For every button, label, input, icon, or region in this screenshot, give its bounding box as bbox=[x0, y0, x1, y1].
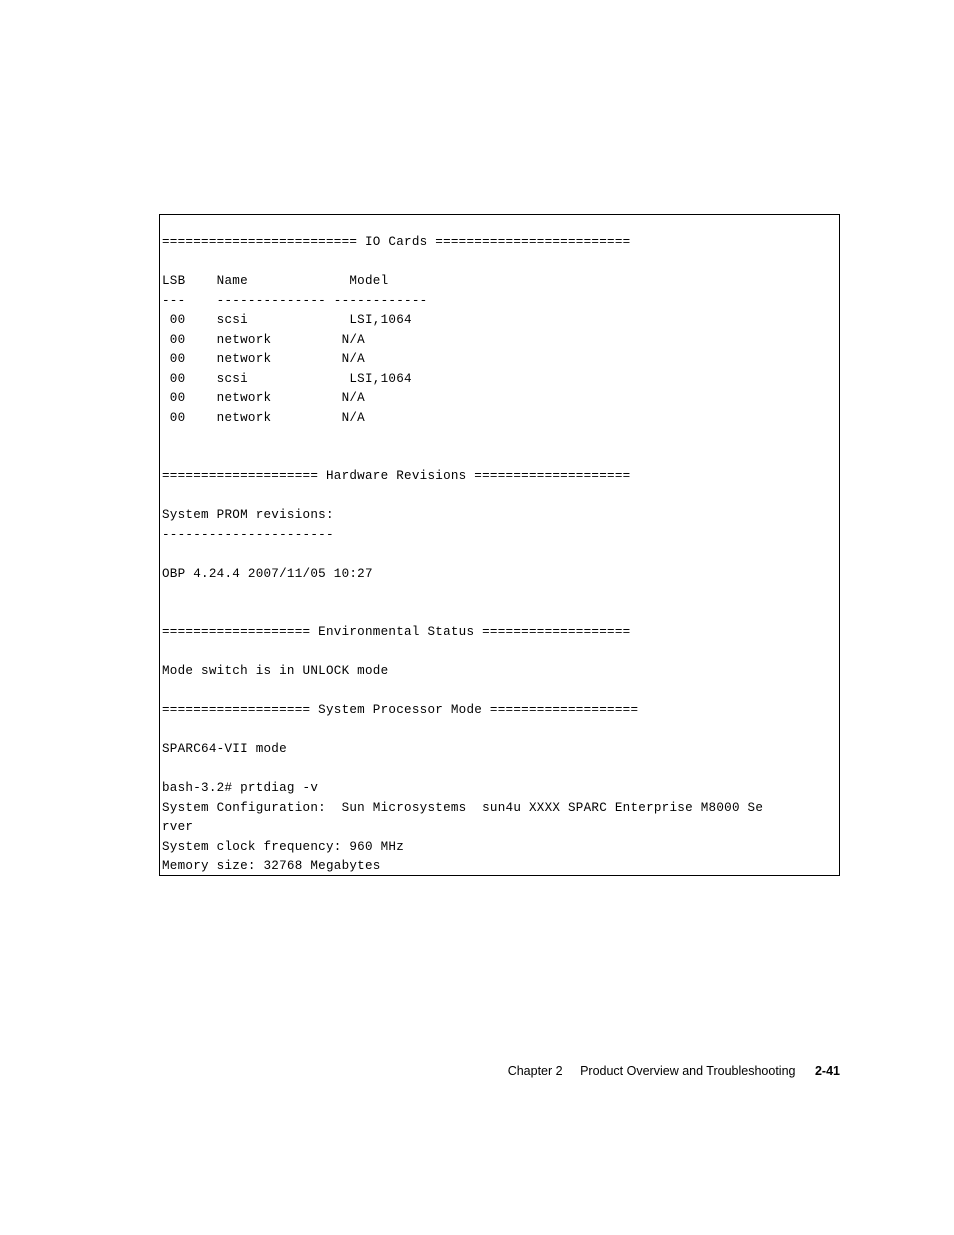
mode-switch-line: Mode switch is in UNLOCK mode bbox=[162, 664, 389, 678]
io-table-row: 00 network N/A bbox=[162, 352, 365, 366]
code-example-box bbox=[159, 214, 840, 876]
code-line bbox=[162, 682, 763, 702]
processor-mode-line: SPARC64-VII mode bbox=[162, 742, 287, 756]
system-processor-mode-header: =================== System Processor Mode =================== bbox=[162, 703, 639, 717]
code-line bbox=[162, 721, 763, 741]
code-line bbox=[162, 487, 763, 507]
code-line bbox=[162, 584, 763, 604]
code-line bbox=[162, 760, 763, 780]
hardware-revisions-header: ==================== Hardware Revisions ==================== bbox=[162, 469, 631, 483]
obp-version-line: OBP 4.24.4 2007/11/05 10:27 bbox=[162, 566, 373, 581]
code-line bbox=[162, 253, 763, 273]
io-table-header: LSB Name Model bbox=[162, 274, 389, 288]
prom-revisions-divider: ---------------------- bbox=[162, 527, 334, 542]
code-line bbox=[162, 643, 763, 663]
io-table-row: 00 scsi LSI,1064 bbox=[162, 371, 412, 386]
io-table-row: 00 scsi LSI,1064 bbox=[162, 313, 412, 327]
prtdiag-command-line: bash-3.2# prtdiag -v bbox=[162, 781, 319, 795]
page-number: 2-41 bbox=[814, 1064, 840, 1078]
footer-chapter-title: Product Overview and Troubleshooting bbox=[580, 1064, 796, 1078]
footer-chapter: Chapter 2 bbox=[507, 1064, 563, 1078]
io-table-row: 00 network N/A bbox=[162, 391, 365, 405]
code-line bbox=[162, 604, 763, 624]
environmental-status-header: =================== Environmental Status =================== bbox=[162, 625, 631, 639]
system-configuration-line: System Configuration: Sun Microsystems sun4u XXXX SPARC Enterprise M8000 Se bbox=[162, 800, 764, 815]
io-cards-header: ========================= IO Cards ========================= bbox=[162, 235, 631, 249]
io-table-row: 00 network N/A bbox=[162, 410, 365, 425]
page-footer bbox=[508, 1064, 840, 1078]
io-table-row: 00 network N/A bbox=[162, 332, 365, 347]
clock-frequency-line: System clock frequency: 960 MHz bbox=[162, 839, 405, 854]
code-listing bbox=[162, 233, 763, 876]
code-line bbox=[162, 448, 763, 468]
io-table-divider: --- -------------- ------------ bbox=[162, 293, 428, 308]
code-line bbox=[162, 545, 763, 565]
memory-size-line: Memory size: 32768 Megabytes bbox=[162, 859, 381, 873]
system-configuration-wrap: rver bbox=[162, 820, 194, 834]
prom-revisions-label: System PROM revisions: bbox=[162, 508, 334, 522]
code-line bbox=[162, 428, 763, 448]
